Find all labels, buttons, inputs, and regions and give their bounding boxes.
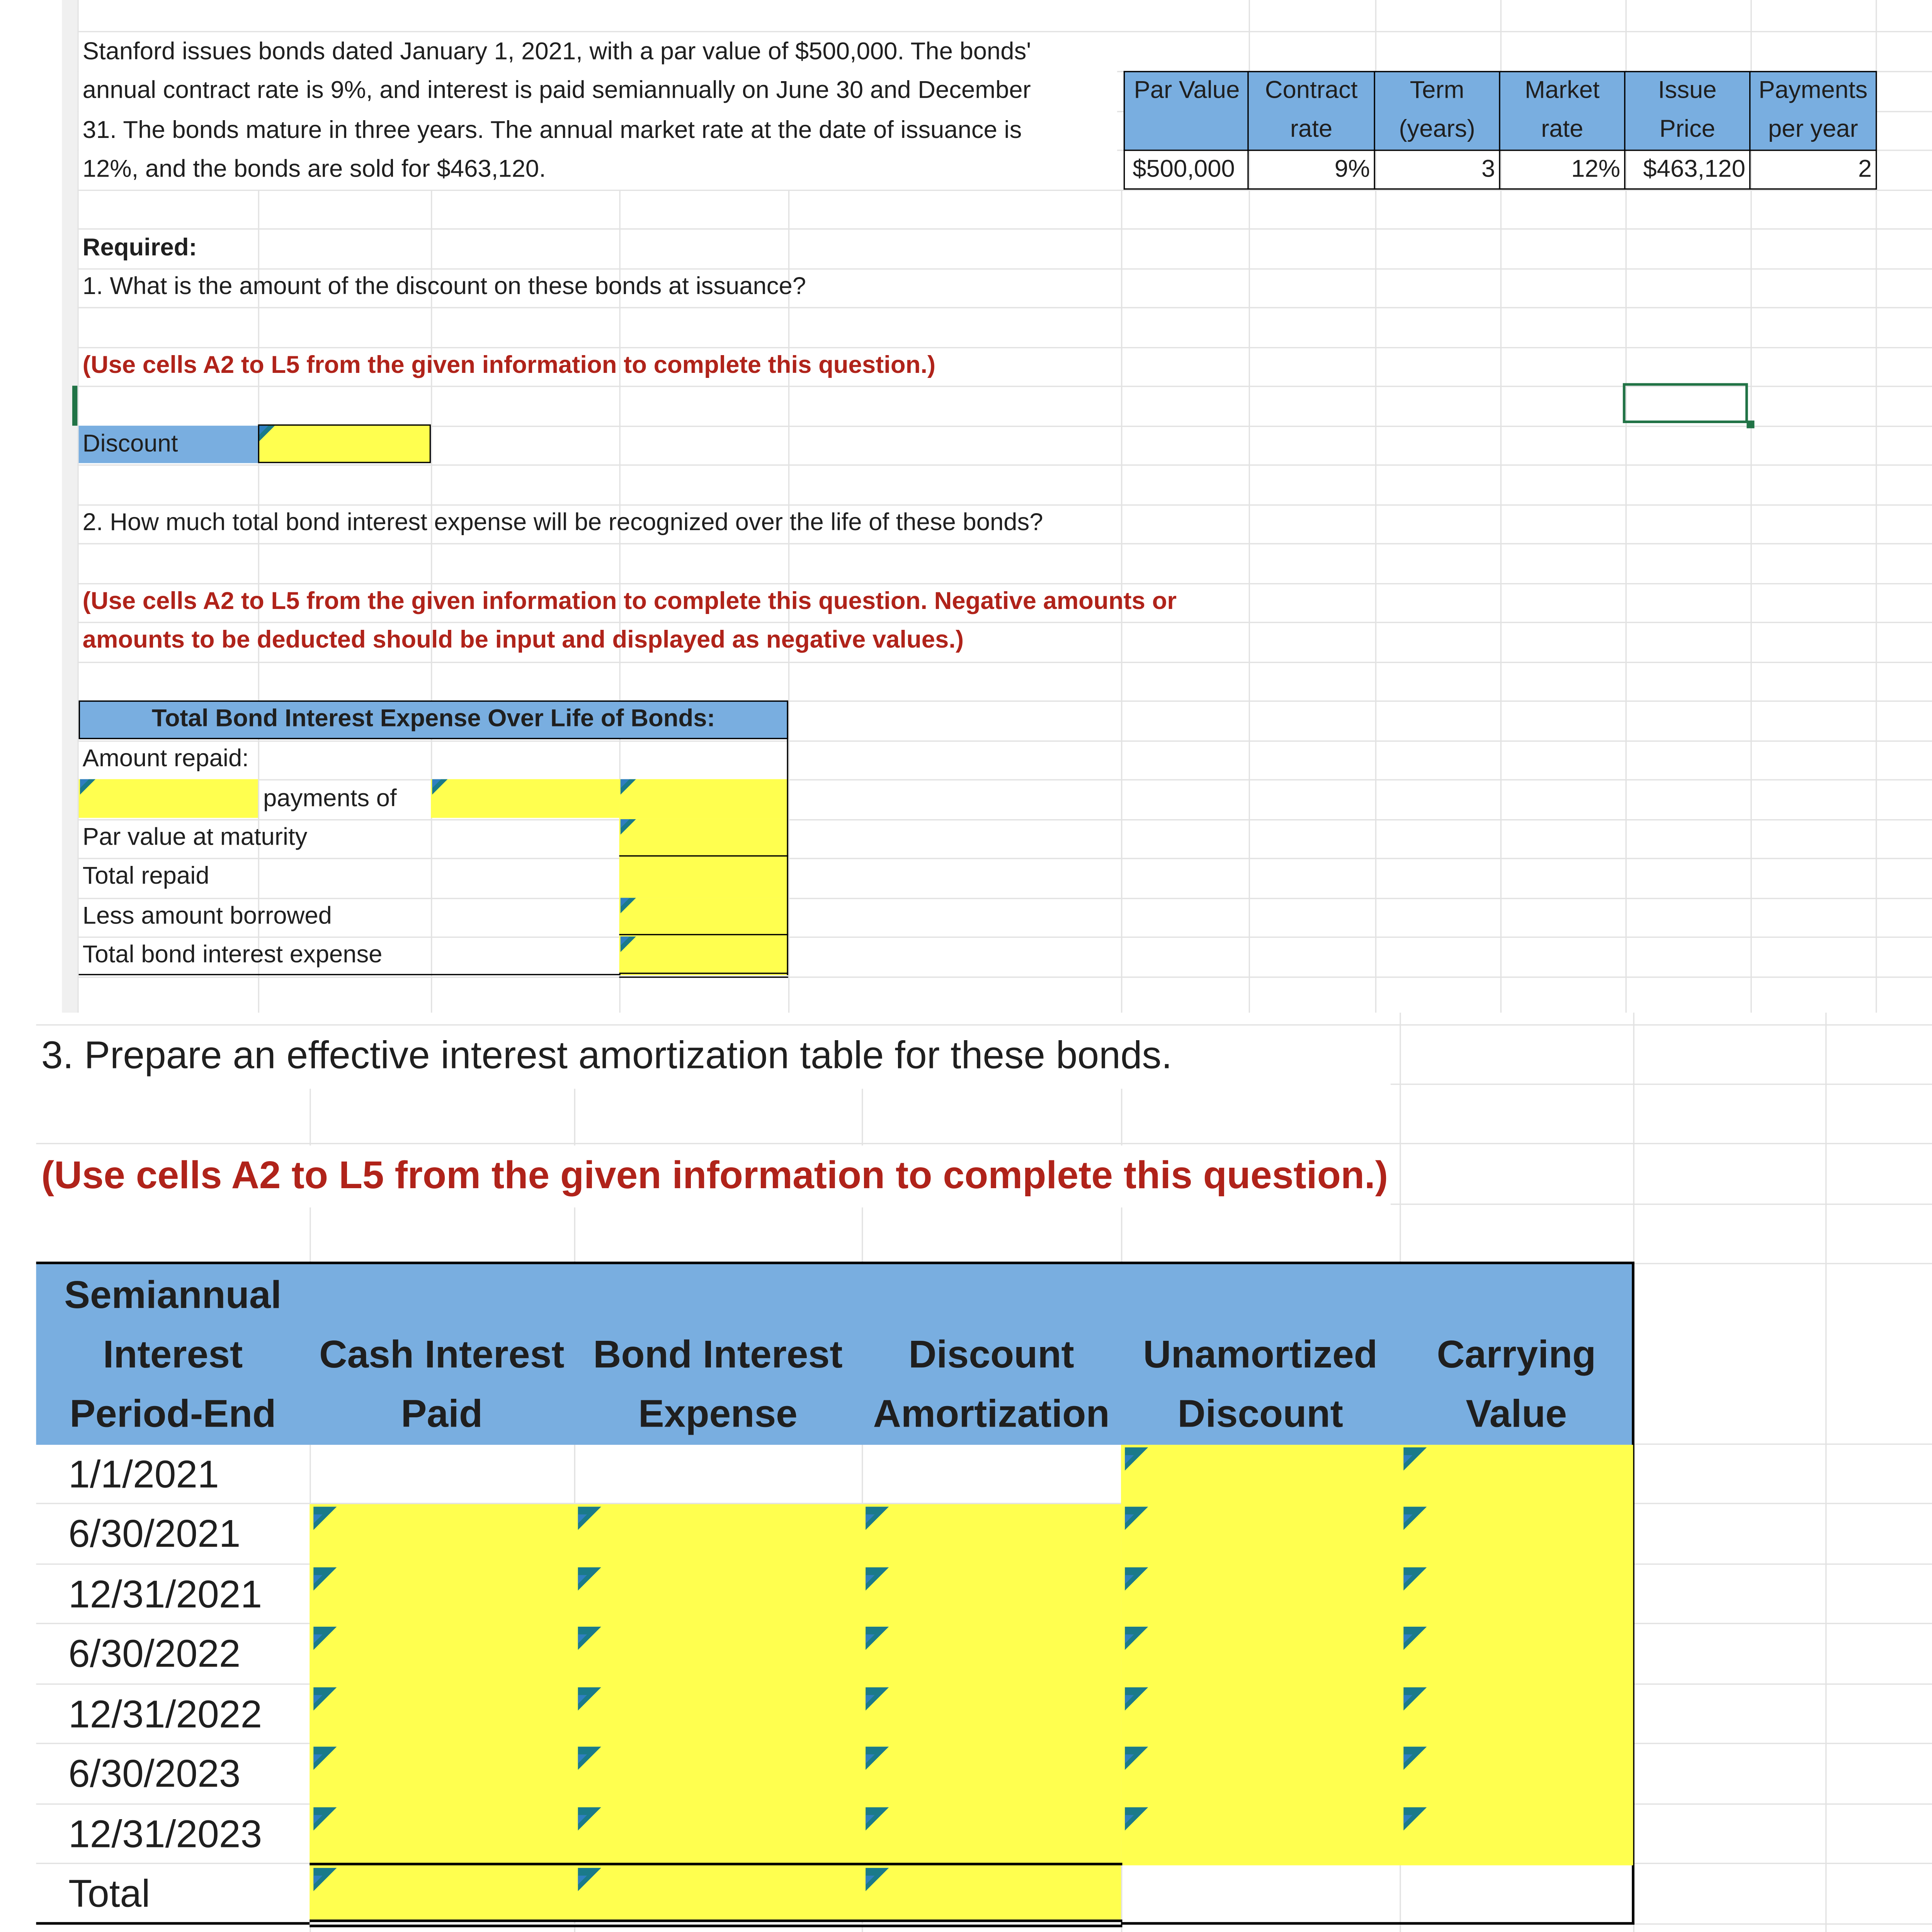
row-selection-marker [72,386,77,425]
input-marker-icon [1403,1687,1427,1711]
given-header-payments: Payments [1759,77,1868,105]
input-marker-icon [866,1627,889,1650]
input-marker-icon [1403,1807,1427,1830]
given-header-issue-price: Issue [1658,77,1717,105]
period-row-6: 6/30/2023 [68,1753,241,1796]
selected-cell[interactable] [1623,383,1748,423]
fill-handle[interactable] [1747,420,1754,428]
given-header-term: Term [1410,77,1464,105]
total-label: Total [68,1873,150,1916]
q3-question: 3. Prepare an effective interest amortization table for these bonds. [41,1034,1172,1077]
payments-of-label: payments of [263,786,397,813]
given-value-contract-rate[interactable]: 9% [1334,156,1370,184]
header-unamort-2: Discount [1177,1393,1343,1436]
input-marker-icon [1125,1807,1148,1830]
input-marker-icon [1125,1687,1148,1711]
input-marker-icon [866,1807,889,1830]
problem-line-1: Stanford issues bonds dated January 1, 2021, with a par value of $500,000. The bonds' [82,39,1031,66]
total-expense-label: Total bond interest expense [82,942,383,969]
input-marker-icon [313,1747,337,1770]
input-marker-icon [1403,1507,1427,1530]
input-marker-icon [866,1567,889,1590]
input-marker-icon [1403,1567,1427,1590]
q2-instruction-line-1: (Use cells A2 to L5 from the given information to complete this question. Negative amounts or [82,588,1177,616]
header-cash-2: Paid [401,1393,483,1436]
header-carrying-2: Value [1466,1393,1567,1436]
input-marker-icon [621,937,636,952]
input-marker-icon [578,1507,601,1530]
input-marker-icon [578,1807,601,1830]
par-value-label: Par value at maturity [82,824,308,852]
required-label: Required: [82,235,197,262]
header-expense-2: Expense [638,1393,798,1436]
given-header-term-2: (years) [1399,116,1475,143]
input-marker-icon [1403,1447,1427,1471]
input-marker-icon [578,1687,601,1711]
period-row-2: 6/30/2021 [68,1513,241,1556]
input-marker-icon [313,1687,337,1711]
cash-expense-amort-inputs[interactable] [310,1504,1121,1866]
header-amort-1: Discount [908,1334,1074,1377]
q2-instruction-line-2: amounts to be deducted should be input and displayed as negative values.) [82,627,964,654]
problem-line-4: 12%, and the bonds are sold for $463,120. [82,156,546,184]
amount-repaid-input[interactable] [619,779,788,819]
header-unamort-1: Unamortized [1143,1334,1378,1377]
discount-label: Discount [82,431,178,458]
period-row-7: 12/31/2023 [68,1813,262,1857]
period-row-3: 12/31/2021 [68,1573,262,1617]
input-marker-icon [621,819,636,835]
number-of-payments-input[interactable] [79,779,258,818]
q3-instruction: (Use cells A2 to L5 from the given information to complete this question.) [41,1154,1388,1197]
header-carrying-1: Carrying [1437,1334,1596,1377]
input-marker-icon [1403,1747,1427,1770]
given-value-market-rate[interactable]: 12% [1571,156,1621,184]
input-marker-icon [313,1807,337,1830]
input-marker-icon [313,1507,337,1530]
input-marker-icon [578,1868,601,1891]
input-marker-icon [1125,1507,1148,1530]
given-header-market-rate-2: rate [1541,116,1583,143]
period-row-5: 12/31/2022 [68,1694,262,1736]
input-marker-icon [432,779,447,794]
input-marker-icon [1125,1447,1148,1471]
header-cash-1: Cash Interest [319,1334,565,1377]
q1-instruction: (Use cells A2 to L5 from the given information to complete this question.) [82,352,936,379]
payment-amount-input[interactable] [431,779,619,818]
input-marker-icon [578,1747,601,1770]
input-marker-icon [313,1567,337,1590]
given-value-issue-price[interactable]: $463,120 [1643,156,1745,184]
header-expense-1: Bond Interest [593,1334,843,1377]
given-header-contract-rate: Contract [1265,77,1358,105]
header-period-3: Period-End [70,1393,276,1436]
input-marker-icon [80,779,95,794]
given-header-issue-price-2: Price [1659,116,1716,143]
totals-inputs[interactable] [310,1865,1121,1919]
input-marker-icon [1125,1567,1148,1590]
input-marker-icon [866,1507,889,1530]
given-value-par-value[interactable]: $500,000 [1133,156,1235,184]
given-info-table [1124,71,1877,190]
input-marker-icon [1403,1627,1427,1650]
q2-table-title: Total Bond Interest Expense Over Life of Bonds: [151,706,715,733]
par-value-input[interactable] [619,819,788,858]
problem-line-3: 31. The bonds mature in three years. The annual market rate at the date of issuance is [82,117,1022,145]
input-marker-icon [578,1567,601,1590]
input-marker-icon [866,1868,889,1891]
problem-line-2: annual contract rate is 9%, and interest is paid semiannually on June 30 and December [82,77,1031,105]
input-marker-icon [621,779,636,794]
input-marker-icon [313,1627,337,1650]
header-amort-2: Amortization [873,1393,1110,1436]
input-marker-icon [313,1868,337,1891]
total-repaid-input[interactable] [619,858,788,898]
input-marker-icon [621,898,636,913]
header-period-2: Interest [103,1334,243,1377]
period-row-4: 6/30/2022 [68,1633,241,1676]
q2-question: 2. How much total bond interest expense will be recognized over the life of these bonds? [82,509,1043,537]
discount-input[interactable] [258,424,431,463]
unamortized-and-carrying-inputs[interactable] [1121,1445,1633,1865]
input-marker-icon [866,1747,889,1770]
given-value-payments[interactable]: 2 [1858,156,1872,184]
input-marker-icon [1125,1627,1148,1650]
input-marker-icon [578,1627,601,1650]
less-borrowed-label: Less amount borrowed [82,903,332,930]
input-marker-icon [259,426,275,441]
given-header-market-rate: Market [1524,77,1600,105]
total-expense-input[interactable] [619,937,788,975]
total-repaid-label: Total repaid [82,863,209,890]
amount-repaid-label: Amount repaid: [82,745,249,773]
given-header-par-value: Par Value [1134,77,1240,105]
given-header-payments-2: per year [1768,116,1858,143]
given-value-term[interactable]: 3 [1481,156,1495,184]
input-marker-icon [866,1687,889,1711]
header-period-1: Semiannual [64,1274,282,1317]
period-row-1: 1/1/2021 [68,1454,219,1497]
given-header-contract-rate-2: rate [1290,116,1333,143]
q1-question: 1. What is the amount of the discount on these bonds at issuance? [82,273,806,301]
input-marker-icon [1125,1747,1148,1770]
less-borrowed-input[interactable] [619,898,788,937]
